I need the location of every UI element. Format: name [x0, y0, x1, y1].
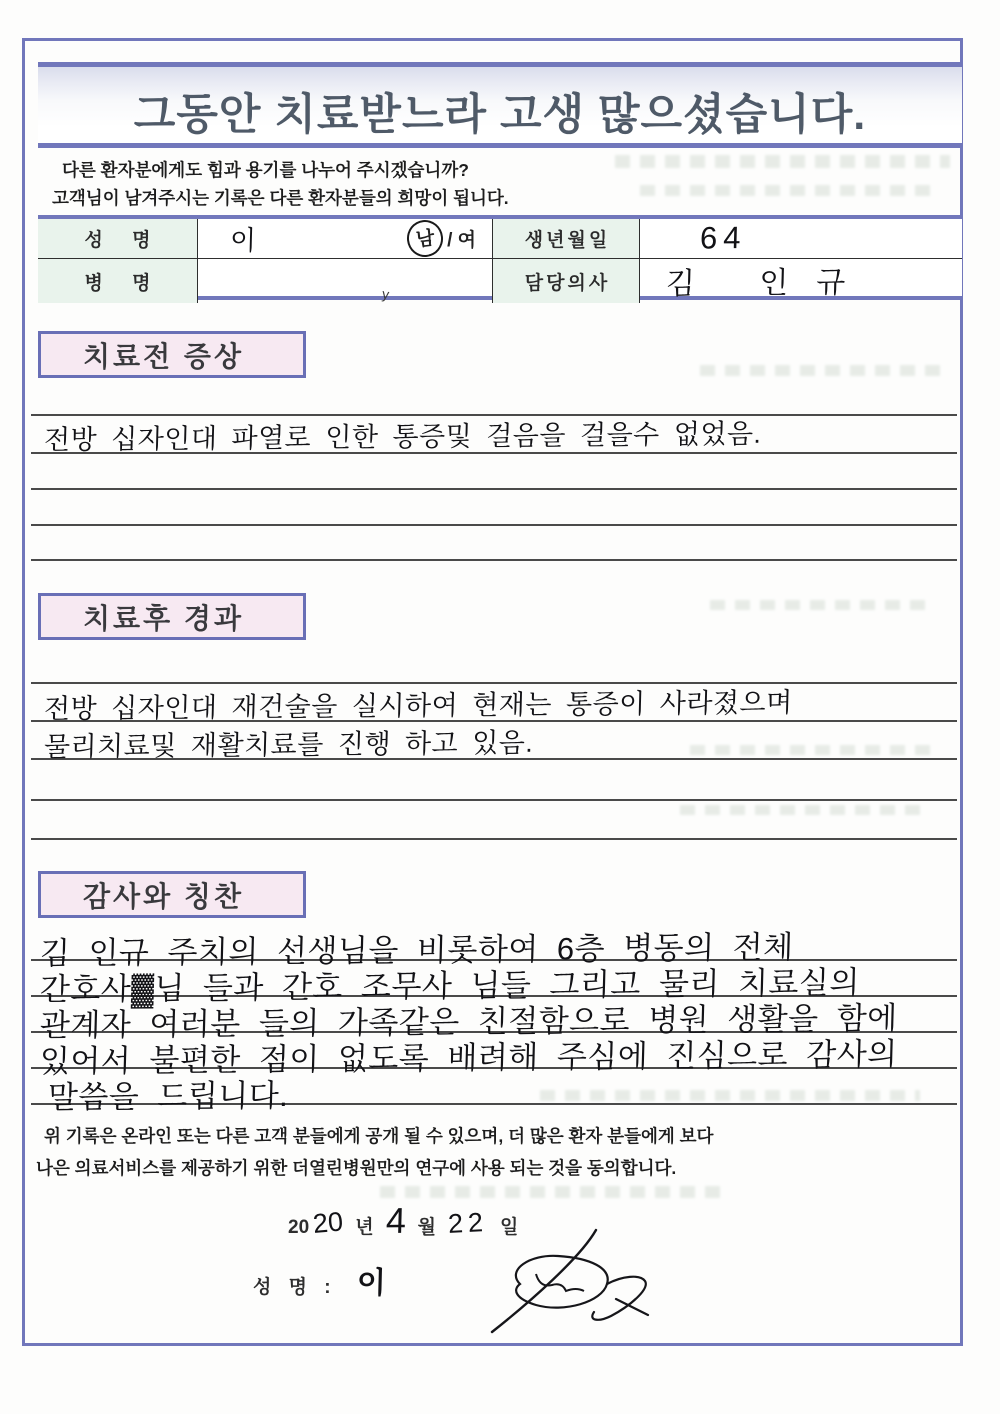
- page-title: 그동안 치료받느라 고생 많으셨습니다.: [133, 91, 867, 139]
- bleedthrough-marks: [700, 365, 940, 376]
- date-year-label: 년: [355, 1217, 374, 1238]
- doctor-value-cell: [640, 259, 962, 303]
- patient-info-table: [38, 215, 962, 303]
- gender-female-option: / 여: [447, 230, 476, 251]
- bleedthrough-marks: [640, 185, 940, 196]
- name-label-cell: [38, 219, 198, 259]
- birth-label: 생년월일: [524, 230, 611, 251]
- birth-value-cell: [640, 219, 962, 259]
- name-value-cell: [198, 219, 493, 259]
- handwriting-after-line-1: 전방 십자인대 재건술을 실시하여 현재는 통증이 사라졌으며: [43, 687, 794, 724]
- handwriting-thanks-line-3: 관계자 여러분 들의 가족같은 친절함으로 병원 생활을 함에: [39, 1000, 899, 1043]
- birth-handwritten: 64: [699, 219, 747, 255]
- section-thanks-title: 감사와 칭찬: [83, 880, 245, 912]
- bleedthrough-marks: [540, 1090, 920, 1101]
- doctor-handwritten: 김 인규: [665, 265, 874, 301]
- ruled-line: [31, 488, 957, 490]
- ruled-line: [31, 524, 957, 526]
- handwriting-after-line-2: 물리치료및 재활치료를 진행 하고 있음.: [43, 727, 534, 762]
- intro-line-2: 고객님이 남겨주시는 기록은 다른 환자분들의 희망이 됩니다.: [52, 188, 509, 208]
- signer-name-handwritten: 이: [356, 1266, 386, 1300]
- disease-label-cell: [38, 259, 198, 303]
- bleedthrough-marks: [710, 600, 930, 610]
- doctor-label: 담당의사: [524, 272, 611, 294]
- gender-choice: [407, 220, 492, 257]
- handwriting-thanks-line-5: 말씀을 드립니다.: [47, 1077, 289, 1115]
- section-after-header: [38, 593, 306, 640]
- bleedthrough-marks: [615, 155, 950, 168]
- section-after-title: 치료후 경과: [83, 602, 245, 634]
- title-banner: [38, 62, 962, 148]
- date-month-handwritten: 4: [385, 1199, 407, 1241]
- ruled-line: [31, 559, 957, 561]
- intro-text: [52, 156, 509, 212]
- signer-row: [253, 1258, 386, 1302]
- bleedthrough-marks: [680, 805, 930, 815]
- handwriting-thanks-line-2: 간호사▓님 들과 간호 조무사 님들 그리고 물리 치료실의: [39, 964, 861, 1007]
- name-handwritten: 이: [229, 225, 257, 256]
- disease-label: 병 명: [84, 272, 163, 294]
- section-before-header: [38, 331, 306, 378]
- gender-male-circled: 남: [405, 218, 445, 259]
- date-year-handwritten: 20: [311, 1206, 345, 1239]
- signer-label: 성 명 :: [253, 1277, 337, 1298]
- section-before-title: 치료전 증상: [83, 340, 245, 372]
- handwriting-thanks-line-4: 있어서 불편한 점이 없도록 배려해 주심에 진심으로 감사의: [39, 1036, 899, 1079]
- ruled-line: [31, 838, 957, 840]
- consent-line-2: 나은 의료서비스를 제공하기 위한 더열린병원만의 연구에 사용 되는 것을 동의합니다.: [36, 1158, 677, 1178]
- date-day-handwritten: 22: [447, 1206, 489, 1239]
- date-century-printed: 20: [288, 1217, 310, 1238]
- handwriting-thanks-line-1: 김 인규 주치의 선생님을 비롯하여 6층 병동의 전체: [39, 929, 795, 971]
- signature-scribble-icon: [468, 1226, 668, 1341]
- doctor-label-cell: [493, 259, 640, 303]
- name-label: 성 명: [84, 230, 163, 251]
- date-month-label: 월: [417, 1217, 436, 1238]
- intro-line-1: 다른 환자분에게도 힘과 용기를 나누어 주시겠습니까?: [62, 160, 469, 180]
- bleedthrough-marks: [690, 745, 940, 755]
- section-thanks-header: [38, 871, 306, 918]
- date-day-label: 일: [499, 1217, 519, 1238]
- consent-line-1: 위 기록은 온라인 또는 다른 고객 분들에게 공개 될 수 있으며, 더 많은 환자 분들에게 보다: [44, 1126, 714, 1146]
- disease-value-cell: [198, 259, 493, 303]
- ruled-line: [31, 799, 957, 801]
- stray-pen-mark: y: [381, 285, 391, 303]
- bleedthrough-marks: [380, 1186, 720, 1198]
- handwriting-before-line-1: 전방 십자인대 파열로 인한 통증및 걸음을 걸을수 없었음.: [43, 418, 762, 455]
- consent-text: [36, 1120, 713, 1184]
- birth-label-cell: [493, 219, 640, 259]
